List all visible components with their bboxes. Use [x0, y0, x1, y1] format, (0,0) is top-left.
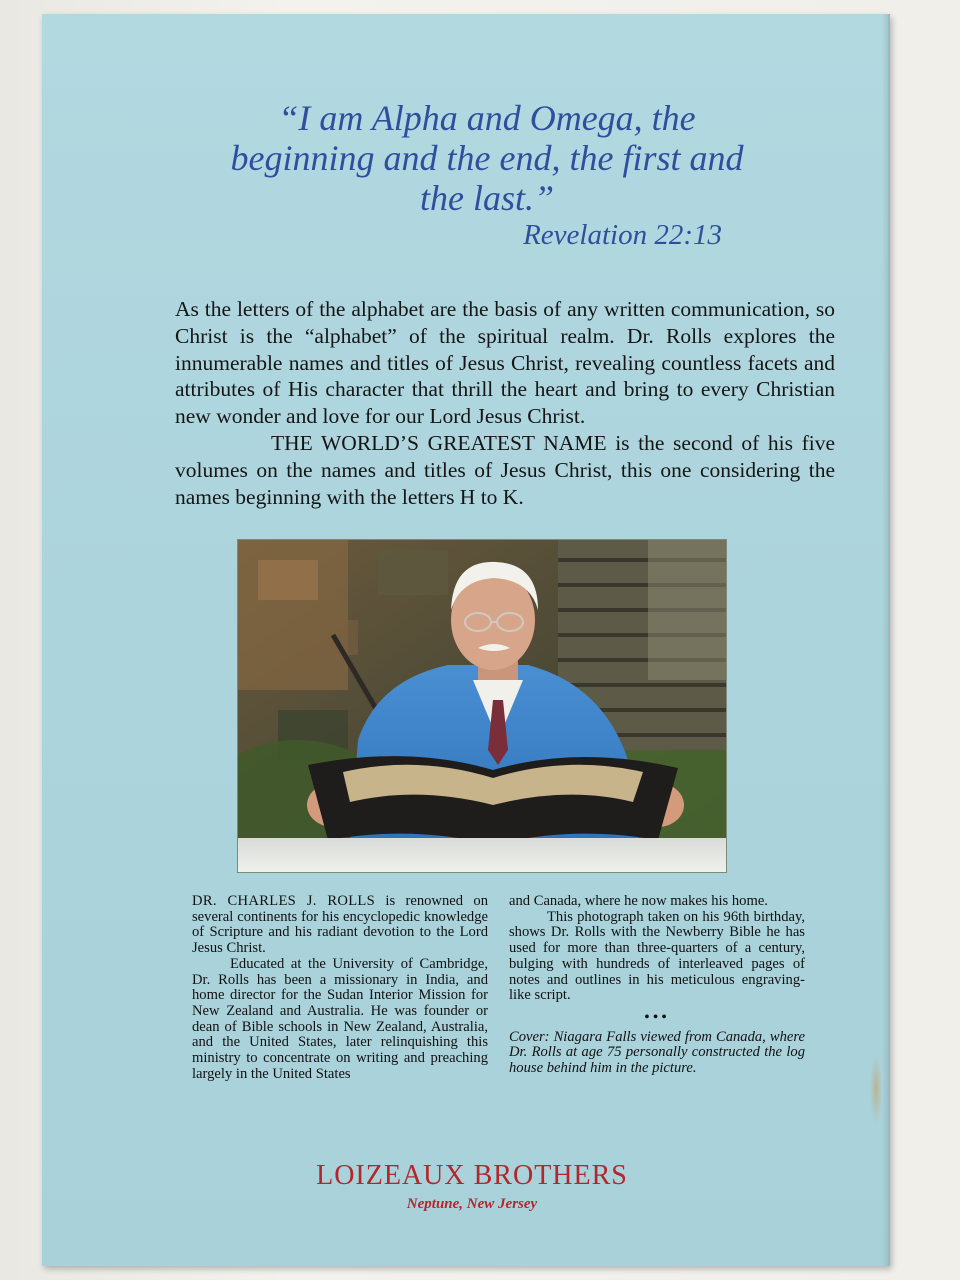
biography-column-right	[509, 894, 805, 1077]
scripture-reference: Revelation 22:13	[523, 219, 722, 251]
publisher-name: LOIZEAUX BROTHERS	[316, 1160, 628, 1191]
description-paragraph-2: THE WORLD’S GREATEST NAME is the second of his five volumes on the names and titles of Jesus Christ, this one considering the names beginning with the letters H to K.	[175, 430, 835, 509]
biography-column-left	[192, 894, 488, 1082]
photo-caption: This photograph taken on his 96th birthday, shows Dr. Rolls with the Newberry Bible he has used for more than three-quarters of a century, bulging with hundreds of interleaved pages of notes and outlines in his meticulous engraving-like script.	[509, 908, 805, 1004]
bio-intro-text: is renowned on several continents for his encyclopedic knowledge of Scripture and his radiant devotion to the Lord Jesus Christ.	[192, 893, 488, 957]
bio-continuation: and Canada, where he now makes his home.	[509, 893, 768, 909]
scripture-quote: “I am Alpha and Omega, the beginning and the end, the first and the last.”	[230, 98, 744, 218]
book-description	[175, 296, 835, 510]
cover-note: Cover: Niagara Falls viewed from Canada, where Dr. Rolls at age 75 personally constructed the log house behind him in the picture.	[509, 1028, 805, 1077]
white-table	[238, 838, 726, 872]
cover-stain	[870, 1054, 882, 1124]
bio-education: Educated at the University of Cambridge, Dr. Rolls has been a missionary in India, and home director for the Sudan Interior Mission for New Zealand and Australia. He was founder or dean of Bible schools in New Zealand, Australia, and the United States, later relinquishing this ministry to concentrate on writing and preaching largely in the United States	[192, 955, 488, 1082]
author-photo	[237, 539, 727, 873]
publisher-location: Neptune, New Jersey	[406, 1196, 538, 1212]
author-name: DR. CHARLES J. ROLLS	[192, 893, 376, 909]
description-paragraph-1: As the letters of the alphabet are the basis of any written communication, so Christ is the “alphabet” of the spiritual realm. Dr. Rolls explores the innumerable names and titles of Jesus Christ, revealing countless facets and attributes of His character that thrill the heart and bring to every Christian new wonder and love for our Lord Jesus Christ.	[175, 297, 835, 429]
bio-intro	[192, 894, 488, 957]
cover-edge-wear	[882, 14, 888, 1266]
book-back-cover	[42, 14, 890, 1266]
author-photo-illustration	[238, 540, 726, 872]
section-separator: •••	[644, 1008, 670, 1026]
